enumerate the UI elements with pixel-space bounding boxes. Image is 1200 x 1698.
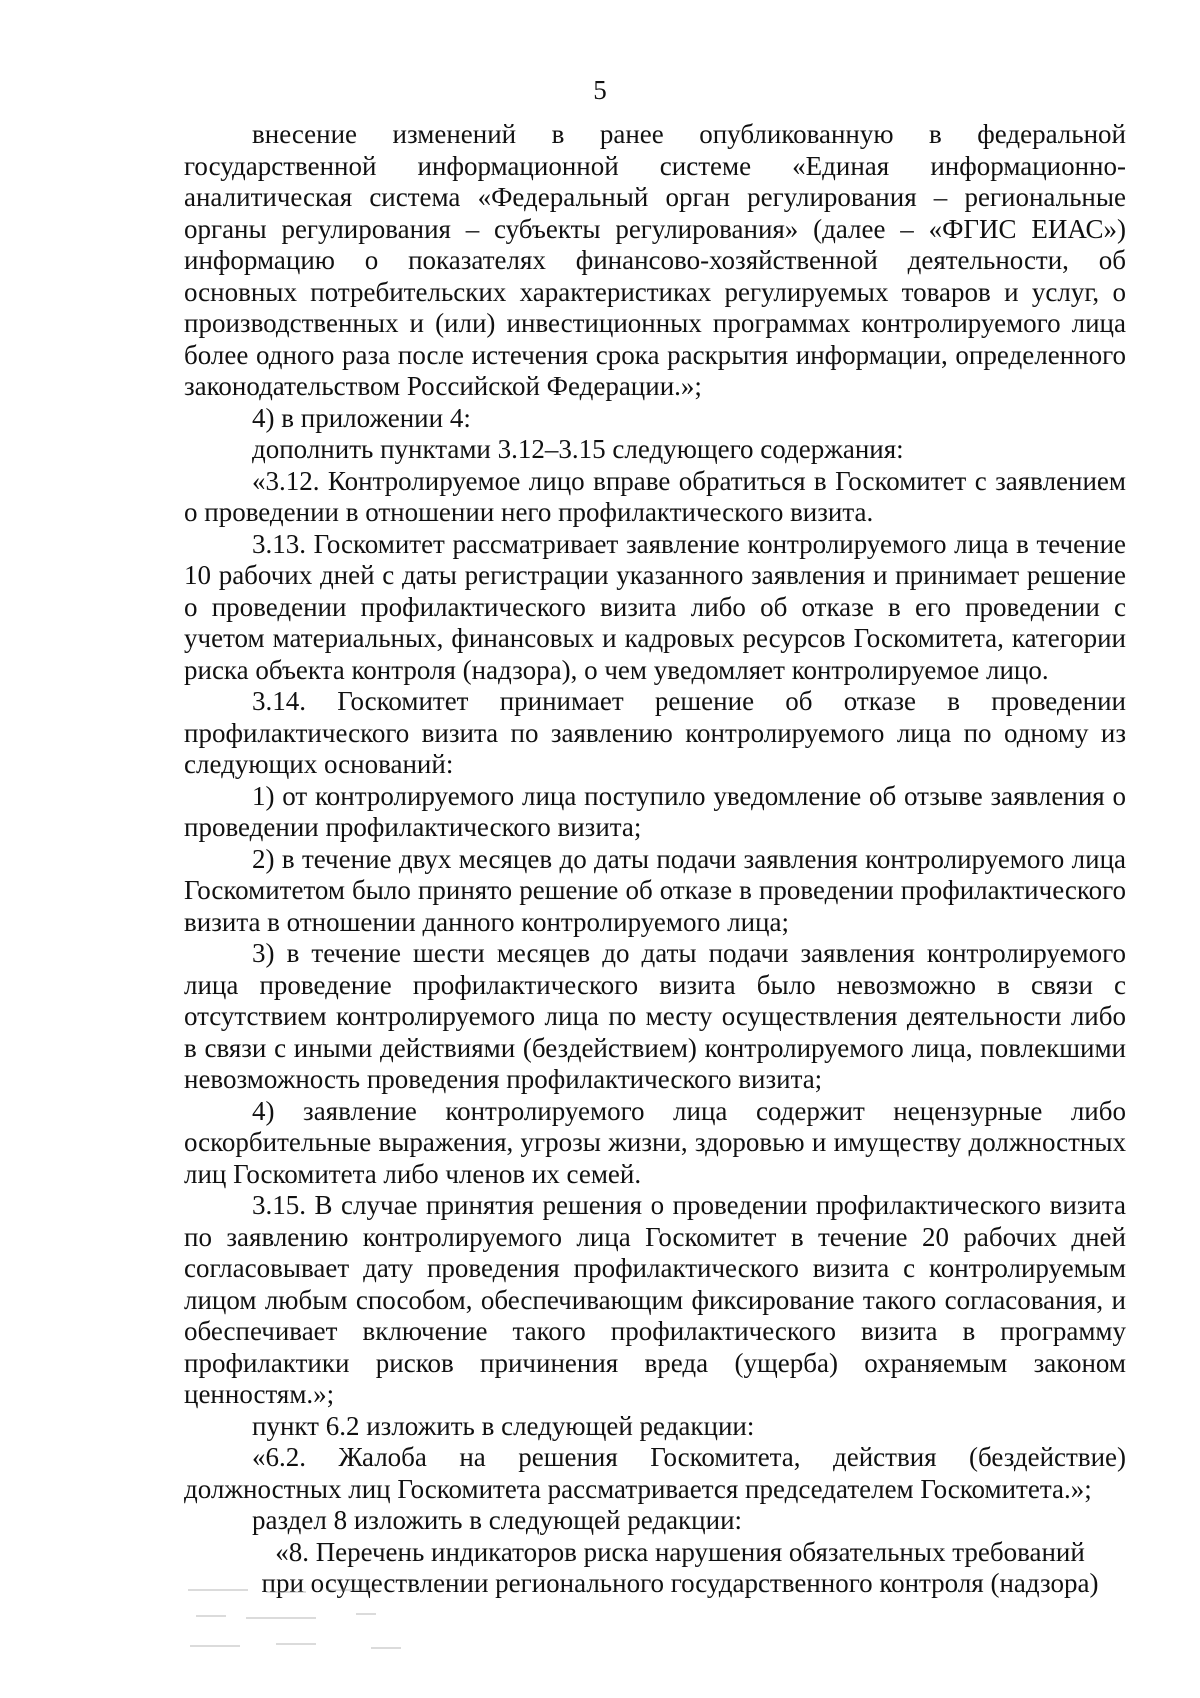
paragraph-amendment-text: внесение изменений в ранее опубликованную в федеральной государственной информационной системе «Единая информационно-аналитическая система «Федеральный орган регулирования – региональные органы регулирования – субъекты регулирования» (далее – «ФГИС ЕИАС») информацию о показателях финансово-хозяйственной деятельности, об основных потребительских характеристиках регулируемых товаров и услуг, о производственных и (или) инвестиционных программах контролируемого лица более одного раза после истечения срока раскрытия информации, определенного законодательством Российской Федерации.»; (184, 119, 1126, 401)
paragraph-annex-4: 4) в приложении 4: (252, 402, 471, 433)
paragraph-ground-1: 1) от контролируемого лица поступило уведомление об отзыве заявления о проведении профилактического визита; (184, 780, 1126, 842)
paragraph-item-6-2-intro: пункт 6.2 изложить в следующей редакции: (252, 1410, 755, 1441)
paragraph-item-3-13: 3.13. Госкомитет рассматривает заявление контролируемого лица в течение 10 рабочих дней с даты регистрации указанного заявления и принимает решение о проведении профилактического визита либо об отказе в его проведении с учетом материальных, финансовых и кадровых ресурсов Госкомитета, категории риска объекта контроля (надзора), о чем уведомляет контролируемое лицо. (184, 528, 1126, 685)
section-8-heading-line-1: «8. Перечень индикаторов риска нарушения обязательных требований (275, 1536, 1085, 1567)
section-8-heading-line-2: при осуществлении регионального государственного контроля (надзора) (261, 1568, 1099, 1598)
paragraph-ground-4: 4) заявление контролируемого лица содержит нецензурные либо оскорбительные выражения, угрозы жизни, здоровью и имуществу должностных лиц Госкомитета либо членов их семей. (184, 1095, 1126, 1189)
paragraph-ground-3: 3) в течение шести месяцев до даты подачи заявления контролируемого лица проведение профилактического визита было невозможно в связи с отсутствием контролируемого лица по месту осуществления деятельности либо в связи с иными действиями (бездействием) контролируемого лица, повлекшими невозможность проведения профилактического визита; (184, 938, 1126, 1094)
paragraph-item-3-15: 3.15. В случае принятия решения о проведении профилактического визита по заявлению контролируемого лица Госкомитет в течение 20 рабочих дней согласовывает дату проведения профилактического визита с контролируемым лицом любым способом, обеспечивающим фиксирование такого согласования, и обеспечивает включение такого профилактического визита в программу профилактики рисков причинения вреда (ущерба) охраняемым законом ценностям.»; (184, 1190, 1126, 1409)
paragraph-item-3-12: «3.12. Контролируемое лицо вправе обратиться в Госкомитет с заявлением о проведении в отношении него профилактического визита. (184, 465, 1126, 527)
document-body (184, 119, 1126, 1600)
page-number: 5 (593, 75, 607, 105)
paragraph-item-6-2: «6.2. Жалоба на решения Госкомитета, действия (бездействие) должностных лиц Госкомитета рассматривается председателем Госкомитета.»; (184, 1442, 1126, 1504)
paragraph-add-items: дополнить пунктами 3.12–3.15 следующего содержания: (252, 434, 904, 464)
paragraph-section-8-intro: раздел 8 изложить в следующей редакции: (252, 1505, 743, 1535)
scan-artifact-smudge (186, 1585, 416, 1657)
paragraph-item-3-14: 3.14. Госкомитет принимает решение об отказе в проведении профилактического визита по заявлению контролируемого лица по одному из следующих оснований: (184, 686, 1126, 779)
paragraph-ground-2: 2) в течение двух месяцев до даты подачи заявления контролируемого лица Госкомитетом было принято решение об отказе в проведении профилактического визита в отношении данного контролируемого лица; (184, 843, 1126, 937)
